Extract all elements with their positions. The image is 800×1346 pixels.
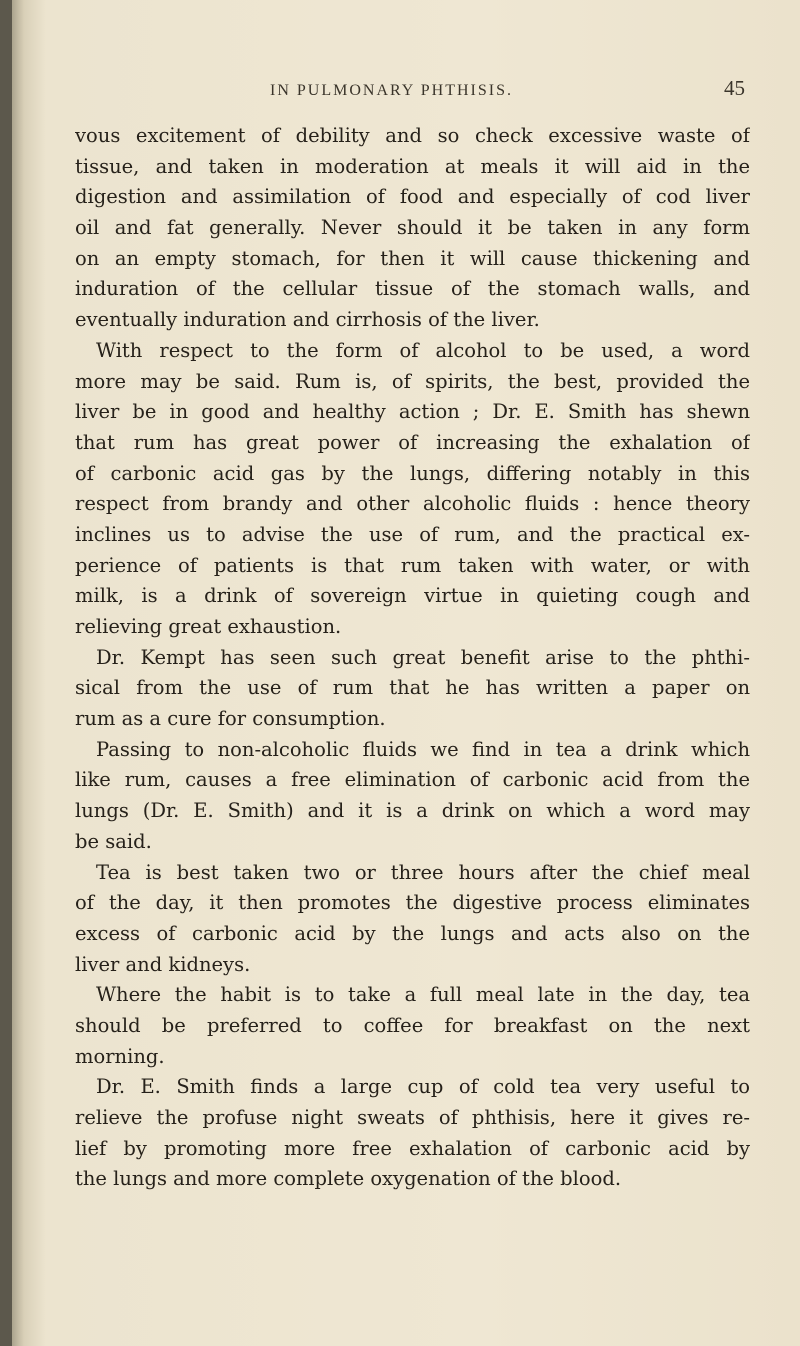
text-line: oil and fat generally. Never should it be taken in any form: [75, 216, 750, 240]
text-line: digestion and assimilation of food and especially of cod liver: [75, 185, 750, 209]
text-line: lief by promoting more free exhalation of carbonic acid by: [75, 1136, 750, 1160]
text-line: morning.: [75, 1044, 165, 1068]
text-line: relieve the profuse night sweats of phthisis, here it gives re-: [75, 1106, 750, 1129]
text-line: With respect to the form of alcohol to be used, a word: [96, 338, 750, 362]
text-line: perience of patients is that rum taken with water, or with: [75, 553, 750, 577]
text-line: be said.: [75, 829, 152, 853]
text-line: tissue, and taken in moderation at meals it will aid in the: [75, 154, 750, 178]
binding-gutter-shadow: [0, 0, 12, 1346]
text-line: induration of the cellular tissue of the stomach walls, and: [75, 277, 750, 301]
text-line: relieving great exhaustion.: [75, 615, 342, 638]
text-line: Passing to non-alcoholic fluids we find in tea a drink which: [96, 737, 750, 761]
text-line: respect from brandy and other alcoholic fluids : hence theory: [75, 492, 750, 516]
text-line: like rum, causes a free elimination of carbonic acid from the: [75, 768, 750, 792]
text-line: more may be said. Rum is, of spirits, the best, provided the: [75, 369, 750, 393]
text-line: that rum has great power of increasing the exhalation of: [75, 430, 750, 454]
text-line: inclines us to advise the use of rum, and the practical ex-: [75, 522, 750, 546]
text-line: of carbonic acid gas by the lungs, differing notably in this: [75, 461, 750, 485]
text-line: sical from the use of rum that he has written a paper on: [75, 676, 750, 700]
text-line: rum as a cure for consumption.: [75, 707, 386, 731]
text-line: excess of carbonic acid by the lungs and acts also on the: [75, 921, 750, 945]
text-line: Dr. Kempt has seen such great benefit arise to the phthi-: [96, 645, 750, 669]
text-line: Dr. E. Smith finds a large cup of cold tea very useful to: [96, 1075, 750, 1099]
text-line: liver and kidneys.: [75, 952, 251, 976]
text-line: should be preferred to coffee for breakfast on the next: [75, 1013, 750, 1037]
text-line: the lungs and more complete oxygenation of the blood.: [75, 1167, 622, 1191]
text-line: on an empty stomach, for then it will cause thickening and: [75, 246, 750, 270]
text-line: eventually induration and cirrhosis of the liver.: [75, 308, 540, 332]
text-line: milk, is a drink of sovereign virtue in quieting cough and: [75, 584, 750, 608]
text-line: Where the habit is to take a full meal late in the day, tea: [96, 983, 750, 1007]
text-line: vous excitement of debility and so check excessive waste of: [75, 124, 750, 147]
page-number: 45: [724, 76, 745, 100]
running-head: IN PULMONARY PHTHISIS.: [270, 82, 513, 99]
text-line: Tea is best taken two or three hours after the chief meal: [96, 860, 750, 884]
body-text: [75, 121, 750, 1195]
text-line: liver be in good and healthy action ; Dr. E. Smith has shewn: [75, 400, 750, 424]
text-line: of the day, it then promotes the digestive process eliminates: [75, 891, 750, 915]
text-line: lungs (Dr. E. Smith) and it is a drink on which a word may: [75, 799, 750, 823]
